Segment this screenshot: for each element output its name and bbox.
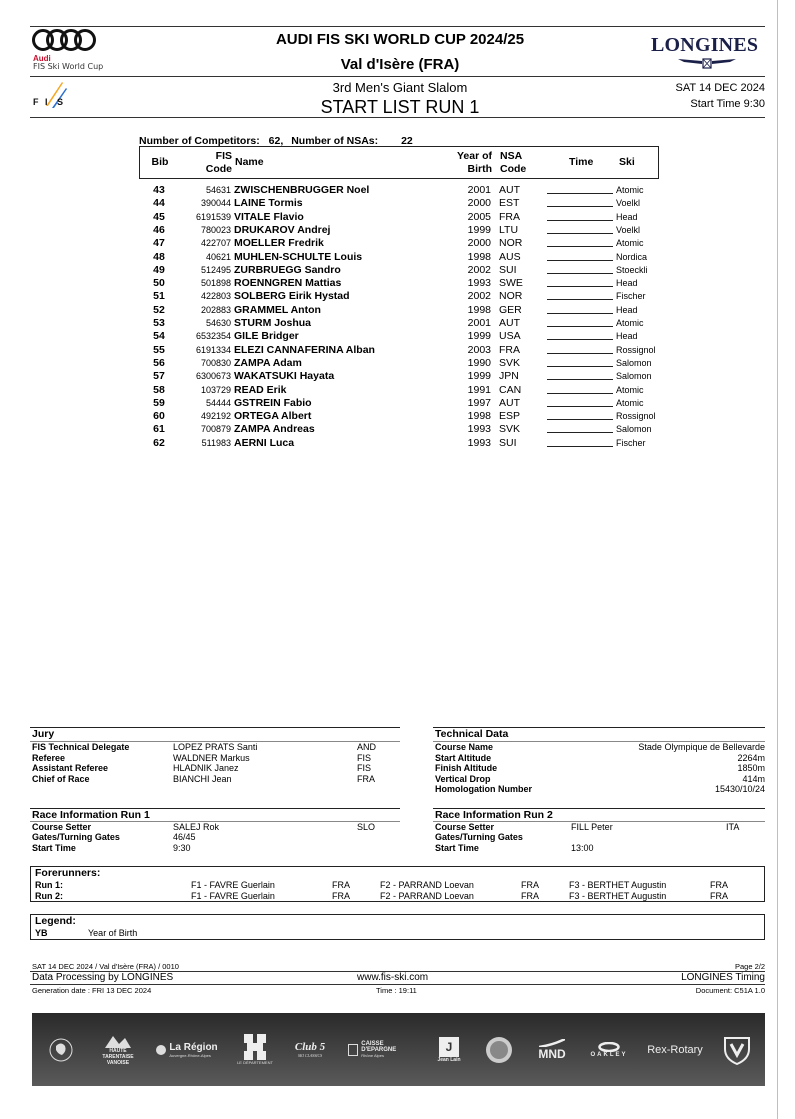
ski-brand-cell: Salomon bbox=[616, 371, 652, 382]
forerunner-1: F1 - FAVRE Guerlain bbox=[191, 880, 275, 890]
svg-text:S: S bbox=[57, 97, 64, 107]
time-blank-line bbox=[547, 264, 613, 274]
page-number: Page 2/2 bbox=[734, 962, 765, 971]
time-blank-line bbox=[547, 370, 613, 380]
nsa-code-cell: SWE bbox=[499, 277, 523, 290]
run1-setter: SALEJ Rok bbox=[173, 822, 220, 832]
table-row bbox=[139, 224, 659, 237]
svg-text:I: I bbox=[45, 97, 48, 107]
timing-credit: LONGINES Timing bbox=[681, 972, 765, 983]
bib-cell: 48 bbox=[153, 250, 165, 263]
legend-box bbox=[30, 914, 765, 940]
venue-title: Val d'Isère (FRA) bbox=[340, 56, 460, 73]
run1-setter-nation: SLO bbox=[357, 822, 376, 832]
time-blank-line bbox=[547, 410, 613, 420]
nsa-code-cell: USA bbox=[499, 330, 521, 343]
doc-reference: SAT 14 DEC 2024 / Val d'Isère (FRA) / 0010 bbox=[32, 962, 179, 971]
tech-title: Technical Data bbox=[435, 728, 509, 740]
col-ski: Ski bbox=[619, 156, 635, 168]
fis-code-cell: 511983 bbox=[201, 437, 231, 448]
col-name: Name bbox=[235, 156, 264, 168]
competitors-value: 62, bbox=[268, 135, 284, 147]
ski-brand-cell: Voelkl bbox=[616, 198, 641, 209]
forerunner-2: F2 - PARRAND Loevan bbox=[380, 890, 474, 901]
forerunner-1-nation: FRA bbox=[332, 880, 350, 890]
bib-cell: 50 bbox=[153, 277, 165, 290]
tech-label: Course Name bbox=[435, 742, 494, 752]
run1-gates: 46/45 bbox=[173, 832, 196, 842]
jury-name: LOPEZ PRATS Santi bbox=[173, 742, 258, 752]
time-blank-line bbox=[547, 344, 613, 354]
time-blank-line bbox=[547, 224, 613, 234]
year-of-birth-cell: 2000 bbox=[467, 237, 491, 250]
run1-start: 9:30 bbox=[173, 843, 191, 853]
bib-cell: 59 bbox=[153, 396, 165, 409]
savoie-logo: LE DÉPARTEMENT bbox=[237, 1013, 273, 1086]
fis-code-cell: 390044 bbox=[200, 198, 231, 209]
bib-cell: 60 bbox=[153, 410, 165, 423]
year-of-birth-cell: 1998 bbox=[467, 410, 491, 423]
legend-key: YB bbox=[35, 928, 48, 938]
name-cell: ELEZI CANNAFERINA Alban bbox=[234, 343, 375, 356]
table-row bbox=[139, 397, 659, 410]
year-of-birth-cell: 1993 bbox=[467, 436, 491, 449]
table-row bbox=[139, 317, 659, 330]
forerunners-title: Forerunners: bbox=[35, 867, 101, 879]
legend-value: Year of Birth bbox=[88, 928, 138, 938]
tech-value: 414m bbox=[742, 773, 765, 784]
jury-top-rule bbox=[30, 727, 400, 728]
fis-code-cell: 103729 bbox=[200, 384, 231, 395]
fis-code-cell: 54630 bbox=[205, 318, 231, 328]
year-of-birth-cell: 2002 bbox=[467, 263, 491, 276]
longines-logo: LONGINES bbox=[651, 34, 759, 56]
year-of-birth-cell: 2000 bbox=[467, 197, 491, 210]
nsa-code-cell: AUT bbox=[499, 184, 520, 196]
time-blank-line bbox=[547, 277, 613, 287]
nsa-code-cell: NOR bbox=[499, 290, 523, 303]
year-of-birth-cell: 2005 bbox=[467, 210, 491, 223]
nsa-code-cell: FRA bbox=[499, 210, 520, 223]
bib-cell: 56 bbox=[153, 356, 165, 369]
ski-brand-cell: Atomic bbox=[616, 318, 644, 328]
nsa-code-cell: AUT bbox=[499, 317, 520, 329]
website-link[interactable]: www.fis-ski.com bbox=[357, 972, 429, 983]
jury-nation: FIS bbox=[357, 752, 372, 763]
jury-nation: AND bbox=[357, 742, 377, 752]
fis-code-cell: 492192 bbox=[200, 411, 231, 422]
nsa-code-cell: CAN bbox=[499, 383, 522, 396]
run2-title: Race Information Run 2 bbox=[435, 809, 553, 821]
legend-title: Legend: bbox=[35, 915, 76, 927]
run2-start-label: Start Time bbox=[435, 843, 479, 853]
jury-name: HLADNIK Janez bbox=[173, 763, 239, 773]
fis-code-cell: 54444 bbox=[205, 397, 231, 408]
ski-brand-cell: Atomic bbox=[616, 238, 644, 249]
year-of-birth-cell: 1999 bbox=[467, 330, 491, 343]
bib-cell: 58 bbox=[153, 383, 165, 396]
table-row bbox=[139, 251, 659, 264]
year-of-birth-cell: 1990 bbox=[467, 356, 491, 369]
year-of-birth-cell: 1991 bbox=[467, 383, 491, 396]
nsas-value: 22 bbox=[401, 135, 413, 147]
nsa-code-cell: SVK bbox=[499, 423, 521, 436]
col-nsa-2: Code bbox=[500, 163, 527, 175]
fis-code-cell: 512495 bbox=[200, 264, 231, 275]
table-row bbox=[139, 304, 659, 317]
forerunner-3-nation: FRA bbox=[710, 880, 728, 890]
name-cell: SOLBERG Eirik Hystad bbox=[234, 290, 350, 303]
year-of-birth-cell: 2003 bbox=[467, 343, 491, 356]
forerunner-2-nation: FRA bbox=[521, 880, 539, 890]
caisse-epargne-logo: CAISSE D'EPARGNE Rhône Alpes bbox=[348, 1013, 410, 1086]
year-of-birth-cell: 2002 bbox=[467, 290, 491, 303]
time-blank-line bbox=[547, 330, 613, 340]
ski-brand-cell: Stoeckli bbox=[616, 264, 648, 275]
document-code: Document: C51A 1.0 bbox=[695, 986, 765, 995]
name-cell: MOELLER Fredrik bbox=[234, 237, 324, 250]
run1-start-label: Start Time bbox=[32, 843, 76, 853]
table-row bbox=[139, 277, 659, 290]
competition-title: AUDI FIS SKI WORLD CUP 2024/25 bbox=[275, 31, 525, 48]
ski-brand-cell: Atomic bbox=[616, 185, 644, 195]
year-of-birth-cell: 2001 bbox=[467, 317, 491, 329]
bib-cell: 61 bbox=[153, 423, 165, 436]
nsa-code-cell: JPN bbox=[499, 370, 519, 383]
nsa-code-cell: GER bbox=[499, 303, 522, 316]
jury-role: FIS Technical Delegate bbox=[32, 742, 130, 752]
name-cell: DRUKAROV Andrej bbox=[234, 223, 331, 236]
run2-gates-label: Gates/Turning Gates bbox=[435, 832, 523, 842]
year-of-birth-cell: 1993 bbox=[467, 277, 491, 290]
bib-cell: 49 bbox=[153, 263, 165, 276]
nsa-code-cell: EST bbox=[499, 197, 520, 210]
round-seal-logo bbox=[482, 1013, 516, 1086]
ski-brand-cell: Atomic bbox=[616, 397, 644, 408]
fis-code-cell: 6191539 bbox=[195, 211, 231, 222]
svg-text:F: F bbox=[33, 97, 39, 107]
col-yob-1: Year of bbox=[456, 150, 492, 162]
name-cell: ORTEGA Albert bbox=[234, 410, 312, 423]
time-blank-line bbox=[547, 197, 613, 207]
time-blank-line bbox=[547, 397, 613, 407]
run1-gates-label: Gates/Turning Gates bbox=[32, 832, 120, 842]
jury-role: Chief of Race bbox=[32, 773, 90, 784]
fis-logo bbox=[32, 80, 68, 110]
year-of-birth-cell: 1998 bbox=[467, 250, 491, 263]
jury-nation: FRA bbox=[357, 773, 375, 784]
name-cell: WAKATSUKI Hayata bbox=[234, 370, 335, 383]
tech-label: Finish Altitude bbox=[435, 763, 498, 773]
ski-brand-cell: Head bbox=[616, 331, 638, 342]
name-cell: AERNI Luca bbox=[234, 436, 295, 449]
nsa-code-cell: LTU bbox=[499, 223, 519, 236]
forerunner-3-nation: FRA bbox=[710, 890, 728, 901]
table-header bbox=[139, 146, 659, 179]
table-row bbox=[139, 344, 659, 357]
bib-cell: 54 bbox=[153, 330, 165, 343]
name-cell: STURM Joshua bbox=[234, 317, 312, 329]
forerunner-3: F3 - BERTHET Augustin bbox=[569, 890, 667, 901]
time-blank-line bbox=[547, 251, 613, 261]
jury-role: Referee bbox=[32, 752, 66, 763]
run2-setter: FILL Peter bbox=[571, 822, 613, 832]
rossignol-logo bbox=[720, 1013, 754, 1086]
fis-code-cell: 422707 bbox=[200, 238, 231, 249]
nsa-code-cell: AUS bbox=[499, 250, 521, 263]
table-row bbox=[139, 384, 659, 397]
run2-setter-label: Course Setter bbox=[435, 822, 495, 832]
run1-setter-label: Course Setter bbox=[32, 822, 92, 832]
time-blank-line bbox=[547, 357, 613, 367]
year-of-birth-cell: 1993 bbox=[467, 423, 491, 436]
time-blank-line bbox=[547, 317, 613, 327]
year-of-birth-cell: 1998 bbox=[467, 303, 491, 316]
table-row bbox=[139, 197, 659, 210]
name-cell: LAINE Tormis bbox=[234, 197, 303, 210]
time-blank-line bbox=[547, 384, 613, 394]
table-row bbox=[139, 264, 659, 277]
year-of-birth-cell: 1997 bbox=[467, 396, 491, 409]
bib-cell: 51 bbox=[153, 290, 165, 303]
mnd-logo: MND bbox=[532, 1013, 572, 1086]
haute-tarentaise-vanoise-logo: HAUTE TARENTAISE VANOISE bbox=[98, 1013, 138, 1086]
time-blank-line bbox=[547, 211, 613, 221]
table-row bbox=[139, 423, 659, 436]
jury-name: WALDNER Markus bbox=[173, 752, 250, 763]
bib-cell: 62 bbox=[153, 436, 165, 449]
table-row bbox=[139, 410, 659, 423]
run2-setter-nation: ITA bbox=[726, 822, 740, 832]
ski-brand-cell: Head bbox=[616, 211, 638, 222]
generation-date: Generation date : FRI 13 DEC 2024 bbox=[32, 986, 152, 995]
fis-code-cell: 6300673 bbox=[195, 371, 231, 382]
ski-brand-cell: Voelkl bbox=[616, 224, 641, 235]
audi-sub-label: FIS Ski World Cup bbox=[33, 62, 104, 71]
year-of-birth-cell: 2001 bbox=[467, 184, 491, 196]
ski-brand-cell: Rossignol bbox=[616, 411, 656, 422]
rex-rotary-logo: Rex-Rotary bbox=[647, 1043, 703, 1056]
ski-brand-cell: Fischer bbox=[616, 437, 646, 448]
forerunner-2: F2 - PARRAND Loevan bbox=[380, 880, 474, 890]
ski-brand-cell: Rossignol bbox=[616, 344, 656, 355]
bib-cell: 46 bbox=[153, 223, 165, 236]
ski-brand-cell: Salomon bbox=[616, 424, 652, 435]
forerunner-1: F1 - FAVRE Guerlain bbox=[191, 890, 275, 901]
rooster-emblem-logo bbox=[44, 1013, 78, 1086]
generation-time: Time : 19:11 bbox=[376, 986, 417, 995]
forerunner-run-label: Run 2: bbox=[35, 890, 63, 901]
year-of-birth-cell: 1999 bbox=[467, 223, 491, 236]
bib-cell: 44 bbox=[153, 197, 165, 210]
fis-code-cell: 6191334 bbox=[195, 344, 231, 355]
col-fis-2: Code bbox=[205, 163, 232, 175]
tech-value: 1850m bbox=[737, 763, 765, 773]
table-row bbox=[139, 184, 659, 197]
time-blank-line bbox=[547, 184, 613, 194]
forerunner-1-nation: FRA bbox=[332, 890, 350, 901]
fis-code-cell: 202883 bbox=[200, 304, 231, 315]
ski-brand-cell: Fischer bbox=[616, 291, 646, 302]
event-name: 3rd Men's Giant Slalom bbox=[332, 80, 468, 95]
fis-code-cell: 422803 bbox=[200, 291, 231, 302]
col-yob-2: Birth bbox=[467, 163, 492, 175]
name-cell: VITALE Flavio bbox=[234, 210, 304, 223]
name-cell: ROENNGREN Mattias bbox=[234, 277, 342, 290]
bib-cell: 52 bbox=[153, 303, 165, 316]
nsas-label: Number of NSAs: bbox=[291, 135, 379, 147]
time-blank-line bbox=[547, 304, 613, 314]
longines-wings-icon bbox=[676, 56, 738, 70]
forerunner-2-nation: FRA bbox=[521, 890, 539, 901]
bib-cell: 45 bbox=[153, 210, 165, 223]
nsa-code-cell: SUI bbox=[499, 263, 517, 276]
year-of-birth-cell: 1999 bbox=[467, 370, 491, 383]
club5-logo: Club 5 SKI CLASSICS bbox=[294, 1041, 326, 1058]
bib-cell: 57 bbox=[153, 370, 165, 383]
time-blank-line bbox=[547, 237, 613, 247]
col-bib: Bib bbox=[151, 156, 169, 168]
tech-value: Stade Olympique de Bellevarde bbox=[638, 742, 765, 752]
nsa-code-cell: FRA bbox=[499, 343, 520, 356]
jury-nation: FIS bbox=[357, 763, 372, 773]
audi-rings-logo bbox=[32, 29, 96, 51]
fis-code-cell: 501898 bbox=[200, 278, 231, 289]
name-cell: READ Erik bbox=[234, 383, 287, 396]
bib-cell: 43 bbox=[153, 184, 165, 196]
fis-code-cell: 780023 bbox=[200, 224, 231, 235]
table-row bbox=[139, 357, 659, 370]
col-fis-1: FIS bbox=[215, 150, 232, 162]
fis-code-cell: 700879 bbox=[200, 424, 231, 435]
run1-title: Race Information Run 1 bbox=[32, 809, 150, 821]
jean-lain-logo: J Jean Lain bbox=[432, 1013, 466, 1086]
table-row bbox=[139, 237, 659, 250]
nsa-code-cell: ESP bbox=[499, 410, 521, 423]
nsa-code-cell: SVK bbox=[499, 356, 521, 369]
fis-code-cell: 6532354 bbox=[195, 331, 231, 342]
data-processing: Data Processing by LONGINES bbox=[32, 972, 174, 983]
oakley-logo: OAKLEY bbox=[584, 1013, 634, 1086]
start-time: Start Time 9:30 bbox=[690, 98, 765, 110]
la-region-logo: La Région Auvergne-Rhône-Alpes bbox=[152, 1013, 222, 1086]
time-blank-line bbox=[547, 437, 613, 447]
col-time: Time bbox=[569, 156, 594, 168]
ski-brand-cell: Head bbox=[616, 278, 638, 289]
name-cell: GSTREIN Fabio bbox=[234, 396, 312, 409]
name-cell: ZAMPA Andreas bbox=[234, 423, 315, 436]
name-cell: ZWISCHENBRUGGER Noel bbox=[234, 184, 370, 196]
header-mid-rule bbox=[30, 76, 765, 77]
ski-brand-cell: Nordica bbox=[616, 251, 648, 262]
nsa-code-cell: AUT bbox=[499, 396, 520, 409]
bib-cell: 47 bbox=[153, 237, 165, 250]
bib-cell: 55 bbox=[153, 343, 165, 356]
fis-code-cell: 54631 bbox=[205, 185, 231, 195]
table-row bbox=[139, 437, 659, 450]
jury-title: Jury bbox=[32, 728, 55, 740]
competitors-label: Number of Competitors: bbox=[139, 135, 260, 147]
bib-cell: 53 bbox=[153, 317, 165, 329]
list-title: START LIST RUN 1 bbox=[320, 97, 480, 117]
tech-value: 15430/10/24 bbox=[714, 784, 765, 794]
table-row bbox=[139, 370, 659, 383]
event-date: SAT 14 DEC 2024 bbox=[675, 82, 765, 94]
jury-role: Assistant Referee bbox=[32, 763, 109, 773]
tech-label: Vertical Drop bbox=[435, 773, 491, 784]
name-cell: ZAMPA Adam bbox=[234, 356, 302, 369]
header-bottom-rule bbox=[30, 117, 765, 118]
run2-start: 13:00 bbox=[571, 843, 594, 853]
tech-label: Homologation Number bbox=[435, 784, 532, 794]
time-blank-line bbox=[547, 423, 613, 433]
header-top-rule bbox=[30, 26, 765, 27]
forerunner-3: F3 - BERTHET Augustin bbox=[569, 880, 667, 890]
nsa-code-cell: NOR bbox=[499, 237, 523, 250]
name-cell: ZURBRUEGG Sandro bbox=[234, 263, 341, 276]
tech-value: 2264m bbox=[737, 752, 765, 763]
jury-name: BIANCHI Jean bbox=[173, 773, 232, 784]
name-cell: MUHLEN-SCHULTE Louis bbox=[234, 250, 363, 263]
col-nsa-1: NSA bbox=[500, 150, 523, 162]
name-cell: GRAMMEL Anton bbox=[234, 303, 321, 316]
nsa-code-cell: SUI bbox=[499, 436, 517, 449]
name-cell: GILE Bridger bbox=[234, 330, 299, 343]
fis-code-cell: 40621 bbox=[205, 251, 231, 262]
fis-code-cell: 700830 bbox=[200, 357, 231, 368]
table-row bbox=[139, 330, 659, 343]
ski-brand-cell: Atomic bbox=[616, 384, 644, 395]
ski-brand-cell: Salomon bbox=[616, 357, 652, 368]
forerunner-run-label: Run 1: bbox=[35, 880, 63, 890]
sponsor-bar bbox=[32, 1013, 765, 1086]
footer-rule-2 bbox=[30, 984, 765, 985]
ski-brand-cell: Head bbox=[616, 304, 638, 315]
tech-label: Start Altitude bbox=[435, 752, 492, 763]
time-blank-line bbox=[547, 290, 613, 300]
table-row bbox=[139, 290, 659, 303]
audi-label: Audi bbox=[33, 54, 51, 63]
table-row bbox=[139, 211, 659, 224]
